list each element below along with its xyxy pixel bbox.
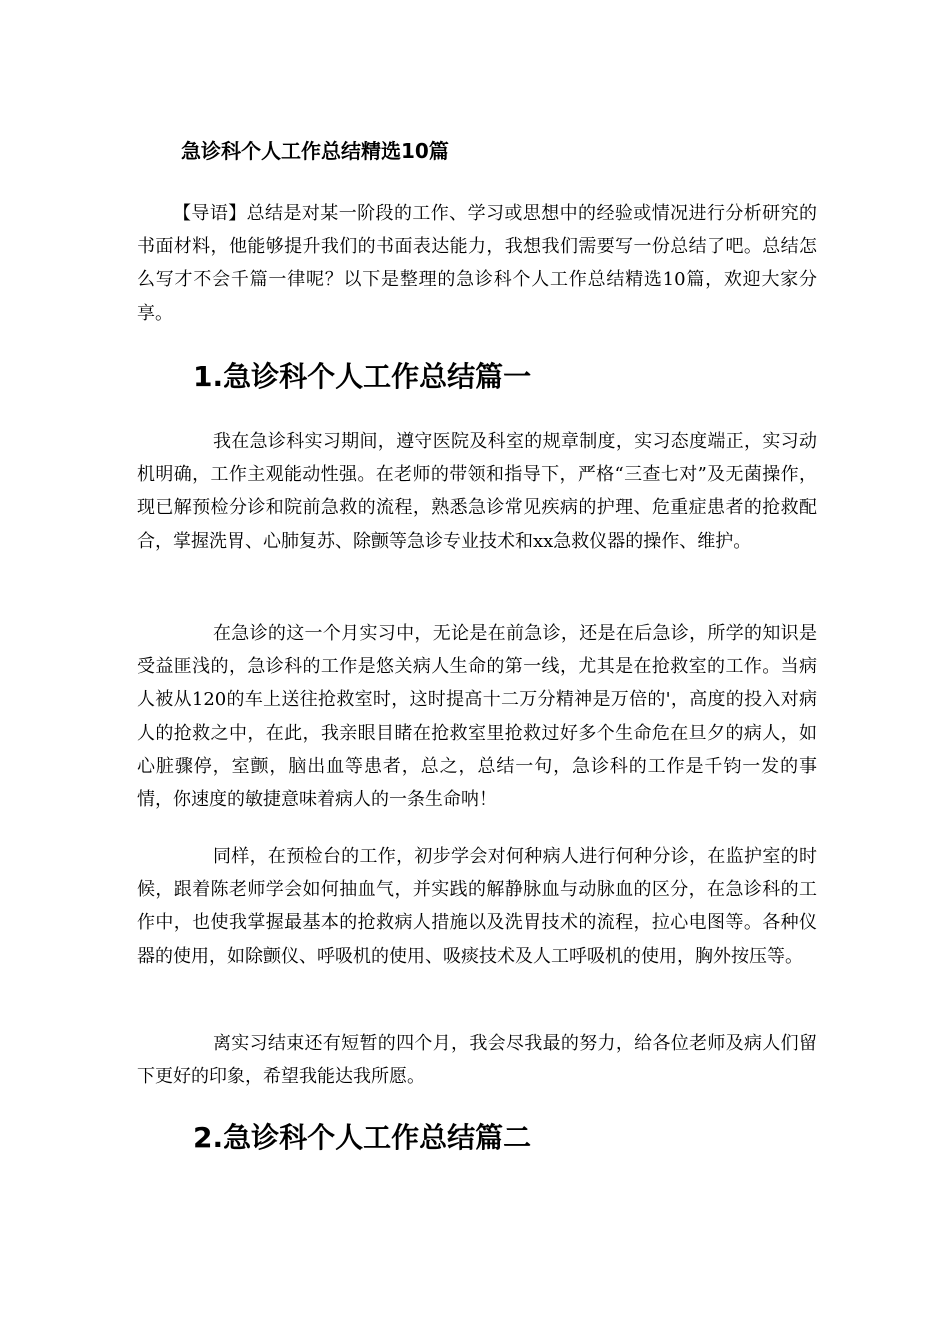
intro-paragraph: 【导语】总结是对某一阶段的工作、学习或思想中的经验或情况进行分析研究的书面材料，他能够提升我们的书面表达能力，我想我们需要写一份总结了吧。总结怎么写才不会千篇一律呢？以下是整理的急诊科个人工作总结精选10篇，欢迎大家分享。 <box>137 203 817 324</box>
section-1-paragraph-3: 同样，在预检台的工作，初步学会对何种病人进行何种分诊，在监护室的时候，跟着陈老师学会如何抽血气，并实践的解静脉血与动脉血的区分，在急诊科的工作中，也使我掌握最基本的抢救病人措施以及洗胃技术的流程，拉心电图等。各种仪器的使用，如除颤仪、呼吸机的使用、吸痰技术及人工呼吸机的使用，胸外按压等。 <box>137 846 817 967</box>
section-1-paragraph-1: 我在急诊科实习期间，遵守医院及科室的规章制度，实习态度端正，实习动机明确，工作主观能动性强。在老师的带领和指导下，严格“三查七对”及无菌操作，现已解预检分诊和院前急救的流程，熟悉急诊常见疾病的护理、危重症患者的抢救配合，掌握洗胃、心肺复苏、除颤等急诊专业技术和xx急救仪器的操作、维护。 <box>137 431 817 552</box>
document-title: 急诊科个人工作总结精选10篇 <box>181 139 449 163</box>
section-heading-1: 1.急诊科个人工作总结篇一 <box>193 360 532 393</box>
section-1-paragraph-2: 在急诊的这一个月实习中，无论是在前急诊，还是在后急诊，所学的知识是受益匪浅的，急诊科的工作是悠关病人生命的第一线，尤其是在抢救室的工作。当病人被从120的车上送往抢救室时，这时提高十二万分精神是万倍的'，高度的投入对病人的抢救之中，在此，我亲眼目睹在抢救室里抢救过好多个生命危在旦夕的病人，如心脏骤停，室颤，脑出血等患者，总之，总结一句，急诊科的工作是千钧一发的事情，你速度的敏捷意味着病人的一条生命呐！ <box>137 623 817 811</box>
section-heading-2: 2.急诊科个人工作总结篇二 <box>193 1121 532 1154</box>
section-1-paragraph-4: 离实习结束还有短暂的四个月，我会尽我最的努力，给各位老师及病人们留下更好的印象，希望我能达我所愿。 <box>137 1033 817 1088</box>
